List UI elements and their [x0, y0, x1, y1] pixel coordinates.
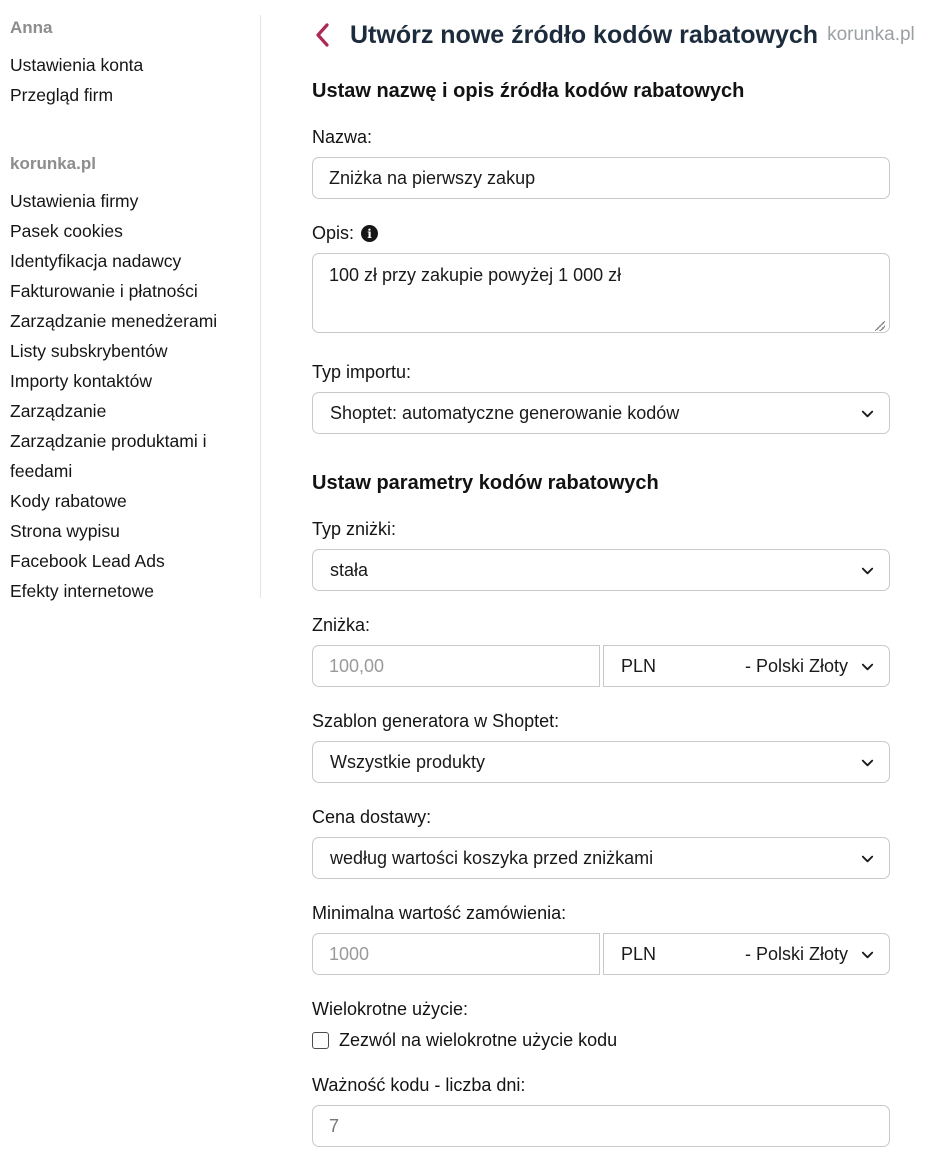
discount-type-selected-value: stała	[330, 559, 369, 580]
chevron-down-icon	[860, 563, 875, 578]
sidebar-item-unsubscribe-page[interactable]: Strona wypisu	[10, 521, 120, 541]
discount-amount-input[interactable]	[312, 645, 600, 687]
sidebar-item-products-feeds[interactable]: Zarządzanie produktami i feedami	[10, 431, 207, 481]
sidebar-item-contact-imports[interactable]: Importy kontaktów	[10, 371, 152, 391]
name-label: Nazwa:	[312, 127, 373, 147]
discount-type-label: Typ zniżki:	[312, 519, 397, 539]
description-textarea-wrap	[312, 253, 890, 338]
sidebar-divider	[260, 15, 261, 598]
delivery-price-label: Cena dostawy:	[312, 807, 432, 827]
sidebar-item-manager-management[interactable]: Zarządzanie menedżerami	[10, 311, 218, 331]
chevron-down-icon	[860, 755, 875, 770]
section-heading-name-description: Ustaw nazwę i opis źródła kodów rabatowych	[312, 80, 745, 102]
multiple-use-label: Wielokrotne użycie:	[312, 999, 469, 1019]
discount-type-select[interactable]	[312, 549, 890, 591]
sidebar-item-subscriber-lists[interactable]: Listy subskrybentów	[10, 341, 168, 361]
validity-days-field	[312, 1075, 890, 1147]
back-button[interactable]	[312, 20, 334, 50]
name-field	[312, 127, 890, 199]
currency-name: - Polski Złoty	[744, 943, 848, 964]
min-order-currency-select[interactable]	[603, 933, 890, 975]
generator-template-label: Szablon generatora w Shoptet:	[312, 711, 560, 731]
description-label: Opis:	[312, 223, 355, 243]
sidebar-item-company-overview[interactable]: Przegląd firm	[10, 85, 114, 105]
sidebar-item-account-settings[interactable]: Ustawienia konta	[10, 55, 144, 75]
delivery-price-selected-value: według wartości koszyka przed zniżkami	[330, 847, 654, 868]
delivery-price-field	[312, 807, 890, 879]
sidebar-item-sender-identification[interactable]: Identyfikacja nadawcy	[10, 251, 182, 271]
sidebar-item-cookie-bar[interactable]: Pasek cookies	[10, 221, 123, 241]
description-field	[312, 223, 890, 338]
page-header	[312, 20, 915, 50]
min-order-value-label: Minimalna wartość zamówienia:	[312, 903, 567, 923]
generator-template-select[interactable]	[312, 741, 890, 783]
chevron-down-icon	[860, 947, 875, 962]
import-type-label: Typ importu:	[312, 362, 412, 382]
sidebar-item-discount-codes[interactable]: Kody rabatowe	[10, 491, 127, 511]
discount-type-field	[312, 519, 890, 591]
import-type-select[interactable]	[312, 392, 890, 434]
page-title-shop-name: korunka.pl	[827, 24, 915, 45]
sidebar-item-management[interactable]: Zarządzanie	[10, 401, 107, 421]
import-type-selected-value: Shoptet: automatyczne generowanie kodów	[330, 402, 680, 423]
description-textarea[interactable]	[312, 253, 890, 333]
sidebar-header-company: korunka.pl	[10, 154, 96, 173]
discount-amount-field	[312, 615, 890, 687]
min-order-value-row	[312, 933, 890, 975]
page-title: Utwórz nowe źródło kodów rabatowych	[350, 20, 819, 49]
multiple-use-field	[312, 999, 890, 1051]
sidebar-item-billing-payments[interactable]: Fakturowanie i płatności	[10, 281, 198, 301]
sidebar-item-web-effects[interactable]: Efekty internetowe	[10, 581, 154, 601]
main-content	[312, 0, 915, 1147]
chevron-down-icon	[860, 406, 875, 421]
sidebar-group-company	[10, 154, 250, 606]
validity-days-label: Ważność kodu - liczba dni:	[312, 1075, 526, 1095]
discount-amount-row	[312, 645, 890, 687]
currency-code: PLN	[621, 943, 657, 964]
description-label-row	[312, 223, 890, 244]
generator-template-selected-value: Wszystkie produkty	[330, 751, 486, 772]
info-icon[interactable]: i	[361, 225, 378, 242]
discount-amount-label: Zniżka:	[312, 615, 371, 635]
discount-currency-select[interactable]	[603, 645, 890, 687]
name-input[interactable]	[312, 157, 890, 199]
sidebar-group-account	[10, 18, 250, 110]
sidebar-header-account: Anna	[10, 18, 53, 37]
multiple-use-checkbox[interactable]	[312, 1032, 329, 1049]
validity-days-input[interactable]	[312, 1105, 890, 1147]
currency-name: - Polski Złoty	[744, 655, 848, 676]
chevron-down-icon	[860, 659, 875, 674]
multiple-use-checkbox-label: Zezwól na wielokrotne użycie kodu	[339, 1030, 618, 1050]
sidebar	[0, 0, 250, 650]
section-heading-parameters: Ustaw parametry kodów rabatowych	[312, 472, 659, 494]
multiple-use-checkbox-row	[312, 1030, 890, 1051]
currency-code: PLN	[621, 655, 657, 676]
delivery-price-select[interactable]	[312, 837, 890, 879]
chevron-down-icon	[860, 851, 875, 866]
min-order-value-field	[312, 903, 890, 975]
sidebar-item-company-settings[interactable]: Ustawienia firmy	[10, 191, 139, 211]
sidebar-item-facebook-lead-ads[interactable]: Facebook Lead Ads	[10, 551, 165, 571]
import-type-field	[312, 362, 890, 434]
generator-template-field	[312, 711, 890, 783]
min-order-value-input[interactable]	[312, 933, 600, 975]
chevron-left-icon	[312, 22, 334, 48]
